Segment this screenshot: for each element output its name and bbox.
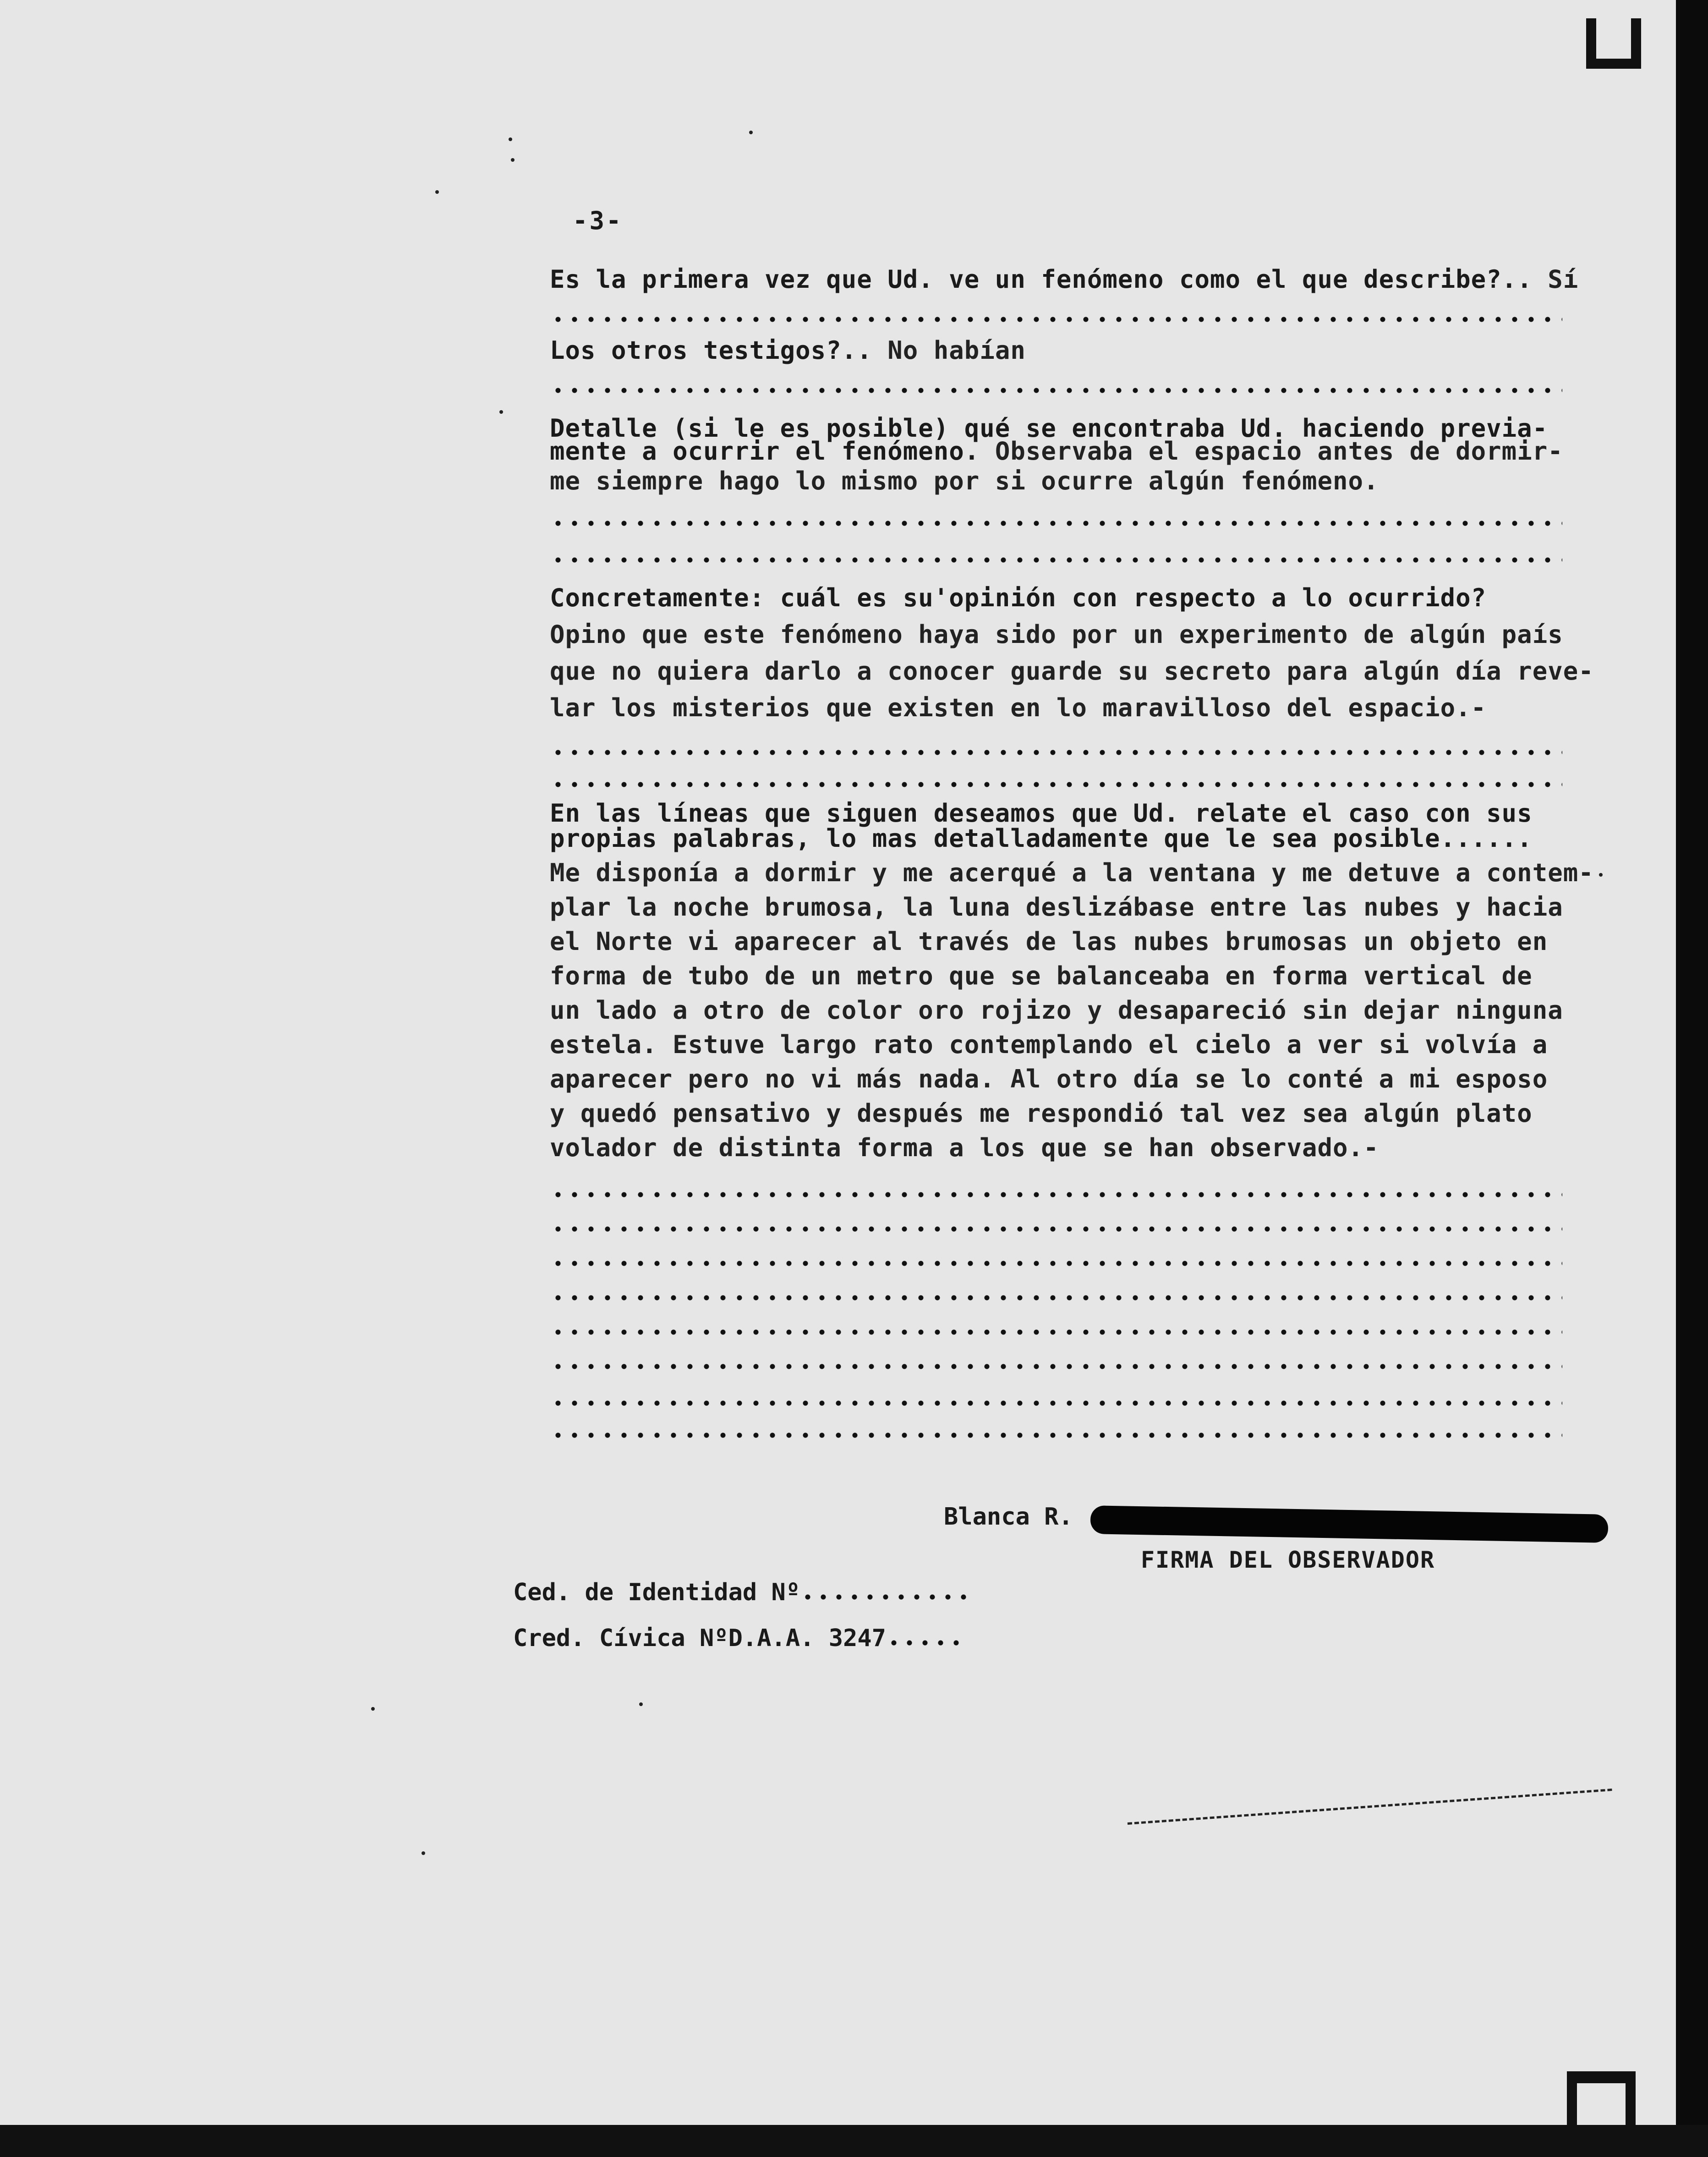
question-1: Es la primera vez que Ud. ve un fenómeno como el que describe?.. Sí xyxy=(550,265,1579,294)
dotted-line xyxy=(550,520,1562,527)
narrative-line-1: Me disponía a dormir y me acerqué a la ventana y me detuve a contem- xyxy=(550,858,1594,887)
dotted-line xyxy=(550,1295,1562,1301)
narrative-line-5: un lado a otro de color oro rojizo y desapareció sin dejar ninguna xyxy=(550,996,1563,1025)
dotted-line xyxy=(550,1329,1562,1335)
narrative-line-2: plar la noche brumosa, la luna deslizábase entre las nubes y hacia xyxy=(550,893,1563,922)
dotted-line xyxy=(550,1260,1562,1267)
answer-1: Sí xyxy=(1548,265,1579,294)
scan-speck xyxy=(422,1851,425,1855)
question-4: Concretamente: cuál es su'opinión con respecto a lo ocurrido? xyxy=(550,583,1487,612)
scan-speck xyxy=(1599,873,1603,877)
film-corner-mark-bottom xyxy=(1567,2071,1636,2126)
narrative-line-4: forma de tubo de un metro que se balanceaba en forma vertical de xyxy=(550,961,1533,990)
civic-credential-field: Cred. Cívica NºD.A.A. 3247 xyxy=(513,1625,959,1652)
answer-2: No habían xyxy=(887,336,1026,365)
film-corner-mark-top xyxy=(1586,18,1641,69)
dotted-line xyxy=(550,1191,1562,1198)
narrative-line-7: aparecer pero no vi más nada. Al otro día se lo conté a mi esposo xyxy=(550,1065,1548,1093)
answer-4-line-1: Opino que este fenómeno haya sido por un experimento de algún país xyxy=(550,620,1563,649)
answer-4-line-2: que no quiera darlo a conocer guarde su secreto para algún día reve- xyxy=(550,657,1594,686)
signature-caption: FIRMA DEL OBSERVADOR xyxy=(1141,1547,1435,1573)
answer-3-line-2: me siempre hago lo mismo por si ocurre algún fenómeno. xyxy=(550,467,1379,495)
scan-speck xyxy=(499,410,503,414)
scan-speck xyxy=(509,137,512,141)
scan-speck xyxy=(371,1707,375,1711)
dotted-line xyxy=(550,781,1562,788)
narrative-line-3: el Norte vi aparecer al través de las nubes brumosas un objeto en xyxy=(550,927,1548,956)
dotted-line xyxy=(550,316,1562,323)
question-3-line-1: Detalle (si le es posible) qué se encontraba Ud. haciendo previa- xyxy=(550,414,1548,443)
scan-speck xyxy=(511,158,515,162)
dotted-line xyxy=(550,1363,1562,1370)
scan-speck xyxy=(639,1702,643,1706)
identity-card-field: Ced. de Identidad Nº xyxy=(513,1579,974,1606)
dotted-line xyxy=(550,387,1562,394)
scan-speck xyxy=(435,190,439,194)
question-5-line-1: En las líneas que siguen deseamos que Ud. relate el caso con sus xyxy=(550,799,1533,828)
narrative-line-8: y quedó pensativo y después me respondió tal vez sea algún plato xyxy=(550,1099,1533,1128)
dotted-fill xyxy=(800,1594,974,1600)
signature-name: Blanca R. xyxy=(944,1503,1073,1531)
dotted-line xyxy=(550,1432,1562,1438)
answer-4-line-3: lar los misterios que existen en lo maravilloso del espacio.- xyxy=(550,693,1487,722)
dotted-line xyxy=(550,1226,1562,1232)
narrative-line-9: volador de distinta forma a los que se han observado.- xyxy=(550,1133,1379,1162)
question-3-line-2: mente a ocurrir el fenómeno. Observaba el espacio antes de dormir- xyxy=(550,437,1563,466)
dotted-line xyxy=(550,749,1562,756)
answer-3-line-1: Observaba el espacio antes de dormir- xyxy=(995,437,1563,466)
dotted-line xyxy=(550,1400,1562,1406)
dotted-fill xyxy=(886,1640,959,1646)
narrative-line-6: estela. Estuve largo rato contemplando el cielo a ver si volvía a xyxy=(550,1030,1548,1059)
scan-edge-bottom xyxy=(0,2125,1708,2157)
scan-edge-right xyxy=(1676,0,1708,2157)
page-number: -3- xyxy=(573,206,623,235)
question-5-line-2: propias palabras, lo mas detalladamente que le sea posible...... xyxy=(550,824,1533,853)
dotted-line xyxy=(550,557,1562,563)
scan-speck xyxy=(749,131,753,134)
civic-credential-value: D.A.A. 3247 xyxy=(728,1625,886,1652)
question-2: Los otros testigos?.. No habían xyxy=(550,336,1026,365)
